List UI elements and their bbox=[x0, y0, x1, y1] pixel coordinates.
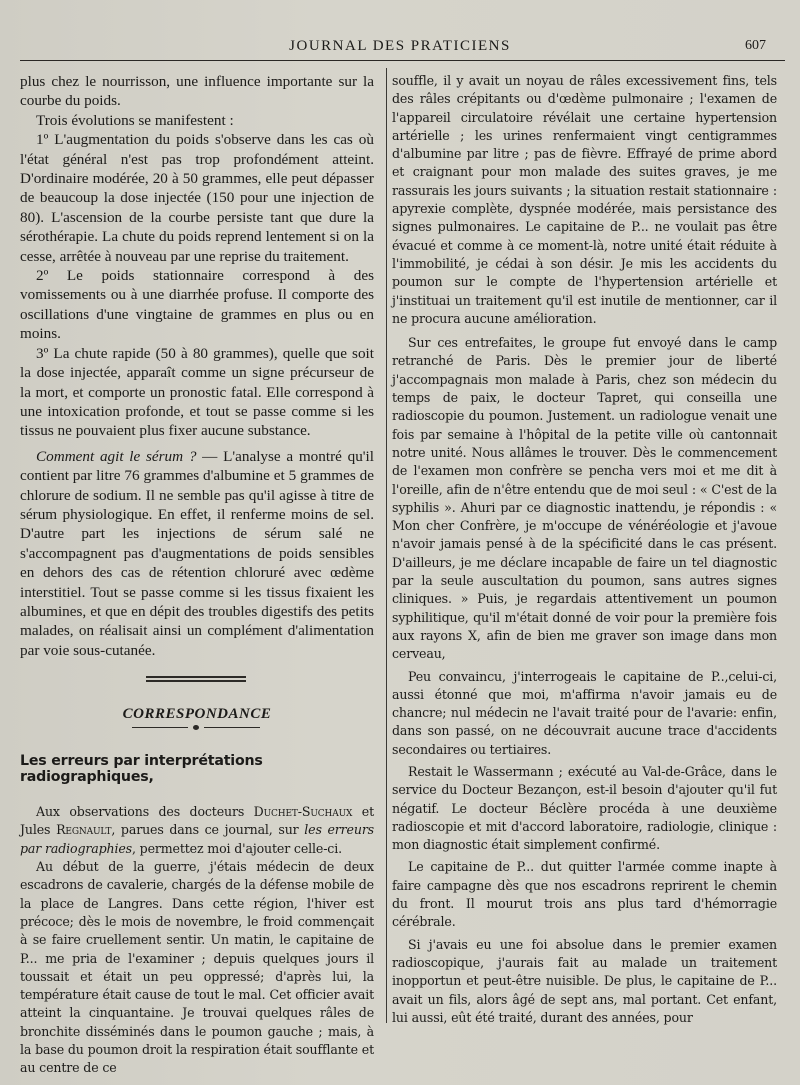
column-divider bbox=[386, 68, 387, 1023]
running-head bbox=[20, 34, 780, 58]
paragraph: Au début de la guerre, j'étais médecin de deux escadrons de cavalerie, chargés de la défense mobile de la place de Langres. Dans cette région, l'hiver est précoce; dès le mois de novembre, le froid commençait à se faire cruellement sentir. Un matin, le capitaine de P... me pria de l'examiner ; depuis quelques jours il toussait et était un peu oppressé; d'après lui, la température était cause de tout le mal. Cet officier avait atteint la cinquantaine. Je trouvai quelques râles de bronchite disséminés dans le poumon gauche ; mais, à la base du poumon droit la respiration était soufflante et au centre de ce bbox=[20, 859, 374, 1076]
paragraph: plus chez le nourrisson, une influence importante sur la courbe du poids. bbox=[20, 73, 374, 110]
italic-question: Comment agit le sérum ? bbox=[36, 447, 197, 465]
letter-heading: Les erreurs par interprétations radiographiques, bbox=[20, 753, 263, 786]
paragraph: Restait le Wassermann ; exécuté au Val-de-Grâce, dans le service du Docteur Bezançon, est-il besoin d'ajouter qu'il fut négatif. Le docteur Béclère procéda à une deuxième radioscopie et mit d'accord laboratoire, radiologie, clinique : mon diagnostic était simplement confirmé. bbox=[392, 763, 777, 853]
paragraph-text: , permettez moi d'ajouter celle-ci. bbox=[131, 840, 342, 856]
paragraph: 3º La chute rapide (50 à 80 grammes), quelle que soit la dose injectée, apparaît comme un signe précurseur de la mort, et comporte un pronostic fatal. Elle correspond à une intoxication profonde, et tout se passe comme si les tissus ne pouvaient plus fixer aucune substance. bbox=[20, 344, 374, 440]
paragraph: Peu convaincu, j'interrogeais le capitaine de P..,celui-ci, aussi étonné que moi, m'affirma n'avoir jamais eu de chancre; nul médecin ne l'avait traité pour de l'avarie: enfin, dans son passé, on ne découvrait aucune trace d'accidents secondaires ou tertiaires. bbox=[392, 668, 777, 757]
rule-ornament bbox=[193, 725, 199, 730]
paragraph: souffle, il y avait un noyau de râles excessivement fins, tels des râles crépitants ou d'œdème pulmonaire ; l'examen de l'appareil circulatoire révélait une certaine hypertension artérielle ; les urines renfermaient vingt centigrammes d'albumine par litre ; pas de fièvre. Effrayé de prime abord et craignant pour mon malade des suites graves, je me rassurais les jours suivants ; la situation restait stationnaire : apyrexie complète, dyspnée modérée, mais persistance des signes pulmonaires. Le capitaine de P... ne voulait pas être évacué et comme à ce moment-là, notre unité était réduite à l'immobilité, je cédai à son désir. Je mis les accidents du poumon sur le compte de l'hypertension artérielle et j'instituai un traitement qu'il est inutile de mentionner, car il ne procura aucune amélioration. bbox=[392, 73, 777, 326]
paragraph: Trois évolutions se manifestent : bbox=[36, 111, 234, 129]
paragraph: 2º Le poids stationnaire correspond à des vomissements ou à une diarrhée profuse. Il comporte des oscillations d'une vingtaine de grammes en plus ou en moins. bbox=[20, 267, 374, 343]
rule-segment bbox=[204, 727, 260, 728]
section-title-rule bbox=[132, 725, 262, 731]
paragraph: Sur ces entrefaites, le groupe fut envoyé dans le camp retranché de Paris. Dès le premier jour de liberté j'accompagnais mon malade à Paris, chez son médecin du temps de paix, le docteur Tapret, qui conseilla une radioscopie du poumon. Justement. un radiologue venait une fois par semaine à l'hôpital de la petite ville où cantonnait notre unité. Nous allâmes le trouver. Dès le commencement de l'examen mon confrère se pencha vers moi et me dit à l'oreille, afin de n'être entendu que de moi seul : « C'est de la syphilis ». Ahuri par ce diagnostic inattendu, je répondis : « Mon cher Confrère, je m'occupe de vénéréologie et j'avoue n'avoir jamais pensé à de la spécificité dans le cas présent. D'ailleurs, je me déclare incapable de faire un tel diagnostic par la seule auscultation du poumon, sans autres signes cliniques. » Puis, je regardais attentivement un poumon syphilitique, qu'il m'était donné de voir pour la première fois aux rayons X, afin de bien me graver son image dans mon cerveau, bbox=[392, 335, 777, 662]
paragraph-text: — L'analyse a montré qu'il contient par litre 76 grammes d'albumine et 5 grammes de chlorure de sodium. Il ne semble pas qu'il agisse à titre de sérum physiologique. En effet, il renferme moins de sel. D'autre part les injections de sérum salé ne s'accompagnent pas d'augmentations de poids sensibles en dehors des cas de rétention chloruré avec œdème interstitiel. Tout se passe comme si les tissus fixaient les albumines, et que en dépit des troubles digestifs des petits malades, on réalisait ainsi un complément d'alimentation par voie sous-cutanée. bbox=[20, 447, 374, 659]
separator-line bbox=[146, 680, 246, 682]
journal-title: JOURNAL DES PRATICIENS bbox=[289, 38, 511, 54]
paragraph-text: , parues dans ce journal, sur bbox=[111, 822, 305, 838]
section-separator bbox=[20, 674, 374, 688]
italic-title: les erreurs par radiographies bbox=[20, 822, 374, 856]
rule-segment bbox=[132, 727, 188, 728]
separator-line bbox=[146, 676, 246, 678]
paragraph: Si j'avais eu une foi absolue dans le premier examen radioscopique, j'aurais fait au malade un traitement inopportun et peut-être nuisible. De plus, le capitaine de P... avait un fils, alors âgé de sept ans, mal portant. Cet enfant, lui aussi, eût été traité, durant des années, pour bbox=[392, 936, 777, 1025]
right-column bbox=[392, 72, 777, 1027]
page-number: 607 bbox=[745, 38, 766, 53]
paragraph bbox=[20, 447, 374, 660]
header-rule bbox=[20, 60, 785, 61]
author-name: Duchet-Suchaux bbox=[253, 804, 353, 820]
left-column bbox=[20, 72, 374, 1078]
paragraph-text: et Jules bbox=[20, 804, 374, 838]
paragraph bbox=[20, 803, 374, 858]
paragraph-text: Aux observations des docteurs bbox=[36, 804, 254, 820]
paragraph: Le capitaine de P... dut quitter l'armée comme inapte à faire campagne dès que nos escadrons reprirent le chemin du front. Il mourut trois ans plus tard d'hémorragie cérébrale. bbox=[392, 859, 777, 930]
section-title: CORRESPONDANCE bbox=[122, 706, 272, 723]
paragraph: 1º L'augmentation du poids s'observe dans les cas où l'état général n'est pas trop profondément atteint. D'ordinaire modérée, 20 à 50 grammes, elle peut dépasser de beaucoup la dose injectée (150 pour une injection de 80). L'ascension de la courbe persiste tant que dure la sérothérapie. La chute du poids reprend lentement si on la cesse, arrêtée à nouveau par une reprise du traitement. bbox=[20, 131, 374, 265]
author-name: Regnault bbox=[56, 822, 112, 838]
